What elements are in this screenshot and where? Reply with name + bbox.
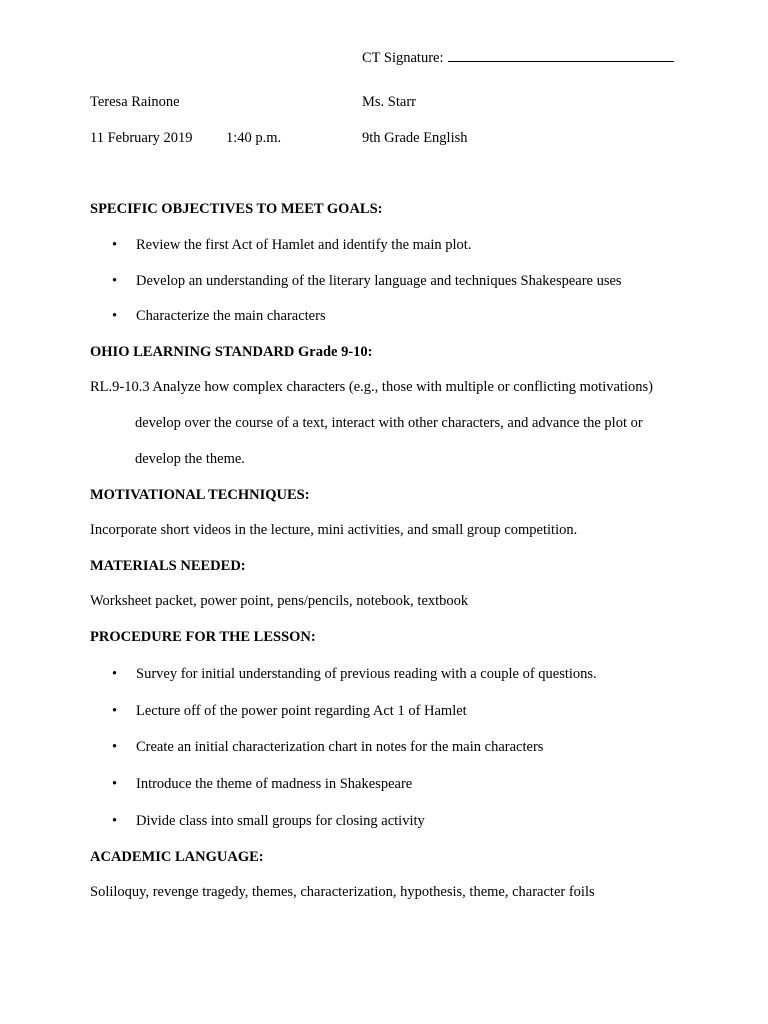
list-item (112, 666, 597, 683)
bullet-icon: • (112, 703, 118, 719)
list-item (112, 308, 326, 325)
lesson-time: 1:40 p.m. (226, 130, 282, 146)
standard-heading: OHIO LEARNING STANDARD Grade 9-10: (90, 344, 373, 360)
list-item (112, 703, 467, 720)
ct-signature (362, 47, 674, 67)
student-name: Teresa Rainone (90, 94, 180, 110)
standard-line-2: develop over the course of a text, interact with other characters, and advance the plot or (135, 415, 643, 431)
materials-heading: MATERIALS NEEDED: (90, 558, 246, 574)
list-item-text: Lecture off of the power point regarding Act 1 of Hamlet (136, 703, 467, 719)
list-item (112, 776, 412, 793)
list-item-text: Divide class into small groups for closing activity (136, 813, 425, 829)
list-item (112, 739, 543, 756)
list-item-text: Create an initial characterization chart in notes for the main characters (136, 739, 544, 755)
objectives-heading: SPECIFIC OBJECTIVES TO MEET GOALS: (90, 201, 383, 217)
bullet-icon: • (112, 273, 118, 289)
bullet-icon: • (112, 776, 118, 792)
list-item-text: Survey for initial understanding of previous reading with a couple of questions. (136, 666, 597, 682)
materials-text: Worksheet packet, power point, pens/pencils, notebook, textbook (90, 593, 469, 609)
ct-signature-label: CT Signature: (362, 50, 444, 66)
list-item (112, 813, 425, 830)
academic-heading: ACADEMIC LANGUAGE: (90, 849, 264, 865)
teacher-name: Ms. Starr (362, 94, 416, 110)
list-item (112, 237, 471, 254)
academic-text: Soliloquy, revenge tragedy, themes, characterization, hypothesis, theme, character foils (90, 884, 595, 900)
list-item-text: Review the first Act of Hamlet and identify the main plot. (136, 237, 472, 253)
lesson-date: 11 February 2019 (90, 130, 193, 146)
standard-line-1: RL.9-10.3 Analyze how complex characters (e.g., those with multiple or conflicting motivations) (90, 379, 653, 395)
motivation-heading: MOTIVATIONAL TECHNIQUES: (90, 487, 310, 503)
class-name: 9th Grade English (362, 130, 468, 146)
list-item-text: Develop an understanding of the literary language and techniques Shakespeare uses (136, 273, 622, 289)
bullet-icon: • (112, 308, 118, 324)
standard-line-3: develop the theme. (135, 451, 245, 467)
signature-line (448, 47, 674, 62)
list-item-text: Introduce the theme of madness in Shakespeare (136, 776, 413, 792)
bullet-icon: • (112, 739, 118, 755)
bullet-icon: • (112, 813, 118, 829)
procedure-heading: PROCEDURE FOR THE LESSON: (90, 629, 316, 645)
bullet-icon: • (112, 237, 118, 253)
motivation-text: Incorporate short videos in the lecture, mini activities, and small group competition. (90, 522, 578, 538)
list-item (112, 273, 622, 290)
list-item-text: Characterize the main characters (136, 308, 326, 324)
bullet-icon: • (112, 666, 118, 682)
